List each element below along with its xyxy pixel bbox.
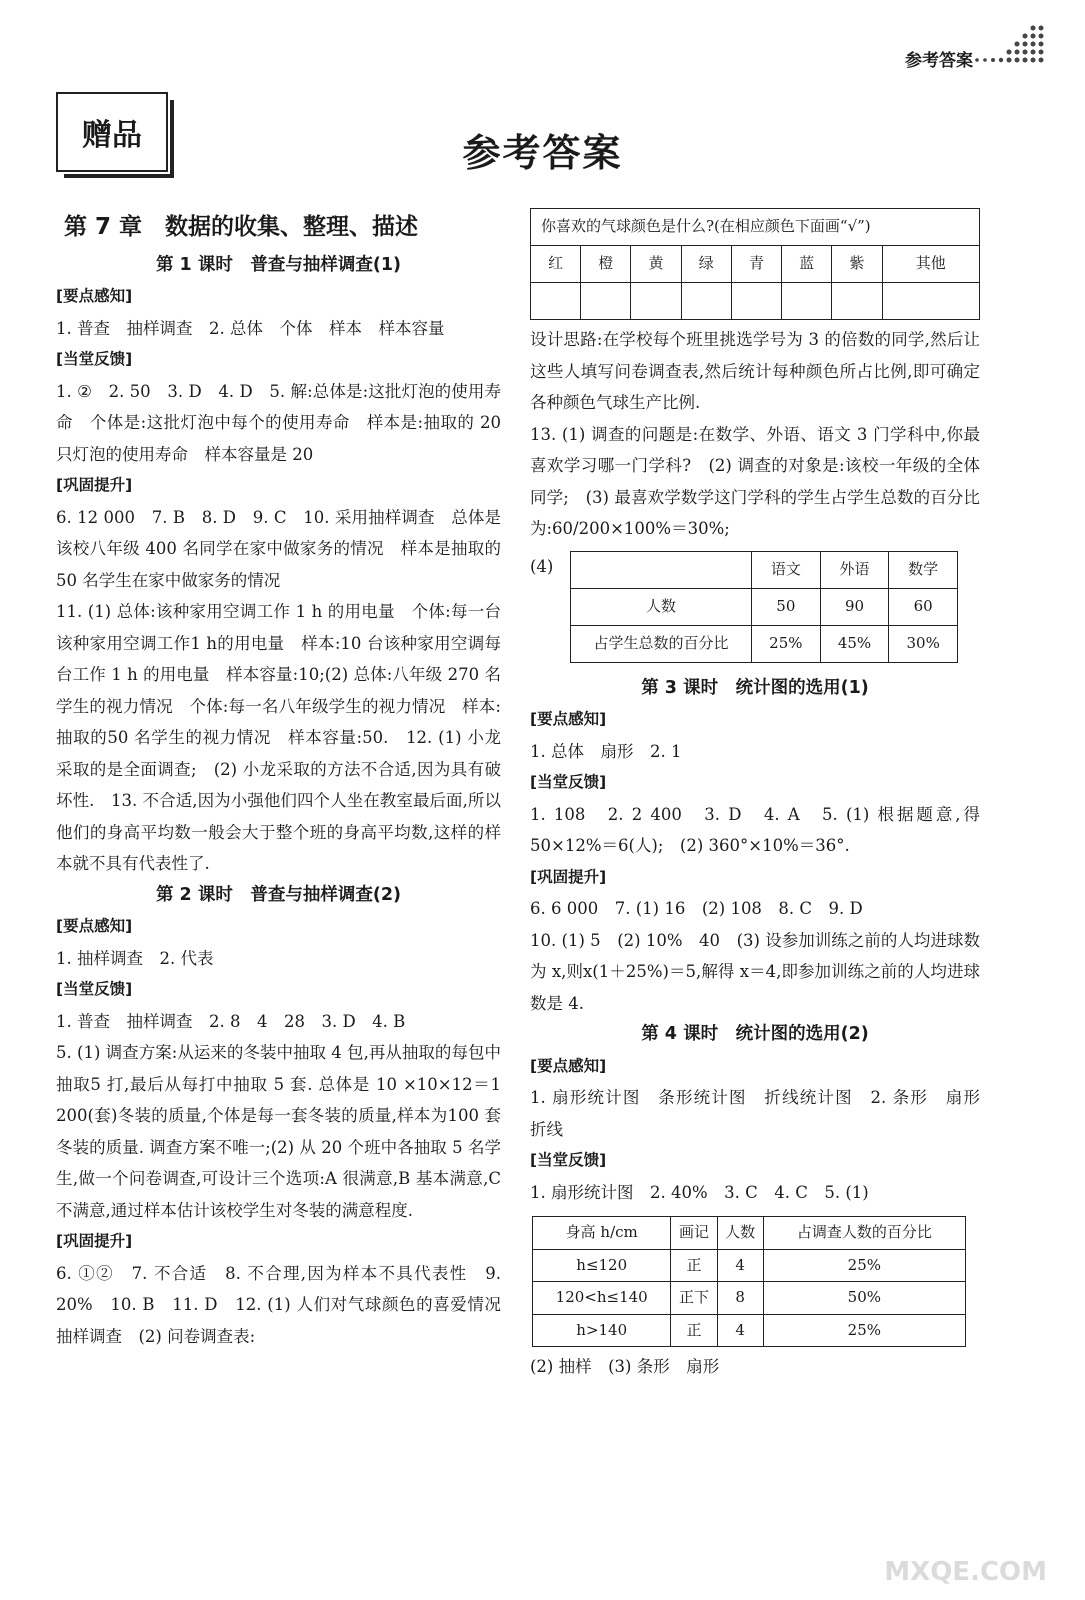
table-cell: 25% xyxy=(763,1249,965,1282)
table-header: 身高 h/cm xyxy=(533,1217,671,1250)
table-cell: 30% xyxy=(889,625,958,662)
survey-color: 青 xyxy=(731,246,781,283)
answer-text: 11. (1) 总体:该种家用空调工作 1 h 的用电量 个体:每一台该种家用空调工作1 h的用电量 样本:10 台该种家用空调每台工作 1 h 的用电量 样本容量:10;(2) 总体:八年级 270 名学生的视力情况 个体:每一名八年级学生的视力情况 样本:抽取的50 名学生的视力情况 样本容量:50. 12. (1) 小龙采取的是全面调查; (2) 小龙采取的方法不合适,因为具有破坏性. 13. 不合适,因为小强他们四个人坐在教室最后面,所以他们的身高平均数一般会大于整个班的身高平均数,这样的样本就不具有代表性了. xyxy=(56,602,501,873)
section-tag: [当堂反馈] xyxy=(530,773,607,791)
answer-text: 1. 扇形统计图 条形统计图 折线统计图 2. 条形 扇形 折线 xyxy=(530,1088,997,1139)
section-tag: [要点感知] xyxy=(530,710,607,728)
survey-color: 蓝 xyxy=(782,246,832,283)
height-table xyxy=(532,1216,966,1347)
page-title: 参考答案 xyxy=(462,131,623,175)
lesson-2-heading: 第 2 课时 普查与抽样调查(2) xyxy=(155,884,402,905)
lesson-1-heading: 第 1 课时 普查与抽样调查(1) xyxy=(155,254,402,275)
table-header: 数学 xyxy=(889,551,958,588)
subject-table-block xyxy=(530,551,980,663)
survey-color: 绿 xyxy=(681,246,731,283)
answer-text: 1. ② 2. 50 3. D 4. D 5. 解:总体是:这批灯泡的使用寿命 个体是:这批灯泡中每个的使用寿命 样本是:抽取的 20 只灯泡的使用寿命 样本容量是 20 xyxy=(56,381,501,464)
table-cell: h≤120 xyxy=(533,1249,671,1282)
table-cell: 正 xyxy=(671,1249,717,1282)
answer-text: 1. 普查 抽样调查 2. 8 4 28 3. D 4. B xyxy=(56,1011,406,1031)
table-cell: 占学生总数的百分比 xyxy=(571,625,752,662)
section-tag: [当堂反馈] xyxy=(56,980,133,998)
watermark-text: MXQE.COM xyxy=(884,1557,1047,1587)
answer-text: 6. ①② 7. 不合适 8. 不合理,因为样本不具代表性 9. 20% 10. B 11. D 12. (1) 人们对气球颜色的喜爱情况 抽样调查 (2) 问卷调查表: xyxy=(56,1263,518,1346)
answer-text: 1. 普查 抽样调查 2. 总体 个体 样本 样本容量 xyxy=(56,318,445,338)
answer-text: 6. 12 000 7. B 8. D 9. C 10. 采用抽样调查 总体是该校八年级 400 名同学在家中做家务的情况 样本是抽取的50 名学生在家中做家务的情况 xyxy=(56,507,501,590)
right-column xyxy=(530,210,997,1383)
table-cell: 正 xyxy=(671,1314,717,1347)
answer-text: 1. 扇形统计图 2. 40% 3. C 4. C 5. (1) xyxy=(530,1182,869,1202)
survey-cell xyxy=(882,283,979,320)
subject-table xyxy=(570,551,958,663)
table-cell: 正下 xyxy=(671,1282,717,1315)
table-cell: h>140 xyxy=(533,1314,671,1347)
section-tag: [要点感知] xyxy=(530,1056,607,1075)
survey-cell xyxy=(631,283,681,320)
left-column xyxy=(56,210,518,1352)
table-cell: 8 xyxy=(717,1282,763,1315)
survey-color: 橙 xyxy=(581,246,631,283)
survey-color: 红 xyxy=(531,246,581,283)
table-cell: 90 xyxy=(820,588,889,625)
survey-cell xyxy=(782,283,832,320)
survey-question: 你喜欢的气球颜色是什么?(在相应颜色下面画“√”) xyxy=(531,209,980,246)
answer-text: 6. 6 000 7. (1) 16 (2) 108 8. C 9. D xyxy=(530,899,863,918)
answer-text: 1. 总体 扇形 2. 1 xyxy=(530,741,682,761)
survey-color: 紫 xyxy=(832,246,882,283)
survey-color: 其他 xyxy=(882,246,979,283)
section-tag: [巩固提升] xyxy=(56,1232,133,1250)
survey-color: 黄 xyxy=(631,246,681,283)
survey-cell xyxy=(681,283,731,320)
section-tag: [巩固提升] xyxy=(56,476,133,494)
answer-text: 1. 108 2. 2 400 3. D 4. A 5. (1) 根据题意,得 50×12%＝6(人); (2) 360°×10%＝36°. xyxy=(530,804,980,855)
table-cell: 25% xyxy=(763,1314,965,1347)
table-cell xyxy=(571,551,752,588)
answer-text: 5. (1) 调查方案:从运来的冬装中抽取 4 包,再从抽取的每包中抽取5 打,最后从每打中抽取 5 套. 总体是 10 ×10×12＝1 200(套)冬装的质量,个体是每一套冬装的质量,样本为100 套冬装的质量. 调查方案不唯一;(2) 从 20 个班中各抽取 5 名学生,做一个问卷调查,可设计三个选项:A 很满意,B 基本满意,C 不满意,通过样本估计该校学生对冬装的满意程度. xyxy=(56,1043,501,1220)
answer-text: (2) 抽样 (3) 条形 扇形 xyxy=(530,1357,720,1376)
table-header: 画记 xyxy=(671,1217,717,1250)
survey-cell xyxy=(531,283,581,320)
section-tag: [当堂反馈] xyxy=(56,350,133,368)
answer-text: 10. (1) 5 (2) 10% 40 (3) 设参加训练之前的人均进球数为 x,则x(1＋25%)＝5,解得 x＝4,即参加训练之前的人均进球数是 4. xyxy=(530,930,980,1013)
item-label: (4) xyxy=(530,556,554,576)
section-tag: [要点感知] xyxy=(56,287,133,305)
table-cell: 人数 xyxy=(571,588,752,625)
table-cell: 4 xyxy=(717,1314,763,1347)
table-cell: 4 xyxy=(717,1249,763,1282)
table-cell: 45% xyxy=(820,625,889,662)
survey-table xyxy=(530,208,980,320)
table-header: 语文 xyxy=(752,551,821,588)
table-cell: 60 xyxy=(889,588,958,625)
section-tag: [巩固提升] xyxy=(530,867,607,886)
header-label: 参考答案 xyxy=(905,51,973,71)
survey-cell xyxy=(581,283,631,320)
section-tag: [要点感知] xyxy=(56,917,133,935)
chapter-heading: 第 7 章 数据的收集、整理、描述 xyxy=(64,214,419,240)
table-header: 占调查人数的百分比 xyxy=(763,1217,965,1250)
watermark-logo xyxy=(847,1510,1057,1590)
survey-cell xyxy=(731,283,781,320)
dot-grid-decoration xyxy=(973,22,1045,68)
answer-text: 13. (1) 调查的问题是:在数学、外语、语文 3 门学科中,你最喜欢学习哪一门学科? (2) 调查的对象是:该校一年级的全体同学; (3) 最喜欢学数学这门学科的学生占学生总数的百分比为:60/200×100%＝30%; xyxy=(530,424,980,538)
answer-text: 1. 抽样调查 2. 代表 xyxy=(56,948,214,968)
table-cell: 120<h≤140 xyxy=(533,1282,671,1315)
table-header: 外语 xyxy=(820,551,889,588)
section-tag: [当堂反馈] xyxy=(530,1151,607,1169)
table-header: 人数 xyxy=(717,1217,763,1250)
gift-badge: 赠品 xyxy=(56,92,168,172)
answer-text: 设计思路:在学校每个班里挑选学号为 3 的倍数的同学,然后让这些人填写问卷调查表,然后统计每种颜色所占比例,即可确定各种颜色气球生产比例. xyxy=(530,330,980,412)
table-cell: 25% xyxy=(752,625,821,662)
table-cell: 50 xyxy=(752,588,821,625)
lesson-3-heading: 第 3 课时 统计图的选用(1) xyxy=(641,677,869,698)
lesson-4-heading: 第 4 课时 统计图的选用(2) xyxy=(641,1024,869,1044)
survey-cell xyxy=(832,283,882,320)
table-cell: 50% xyxy=(763,1282,965,1315)
